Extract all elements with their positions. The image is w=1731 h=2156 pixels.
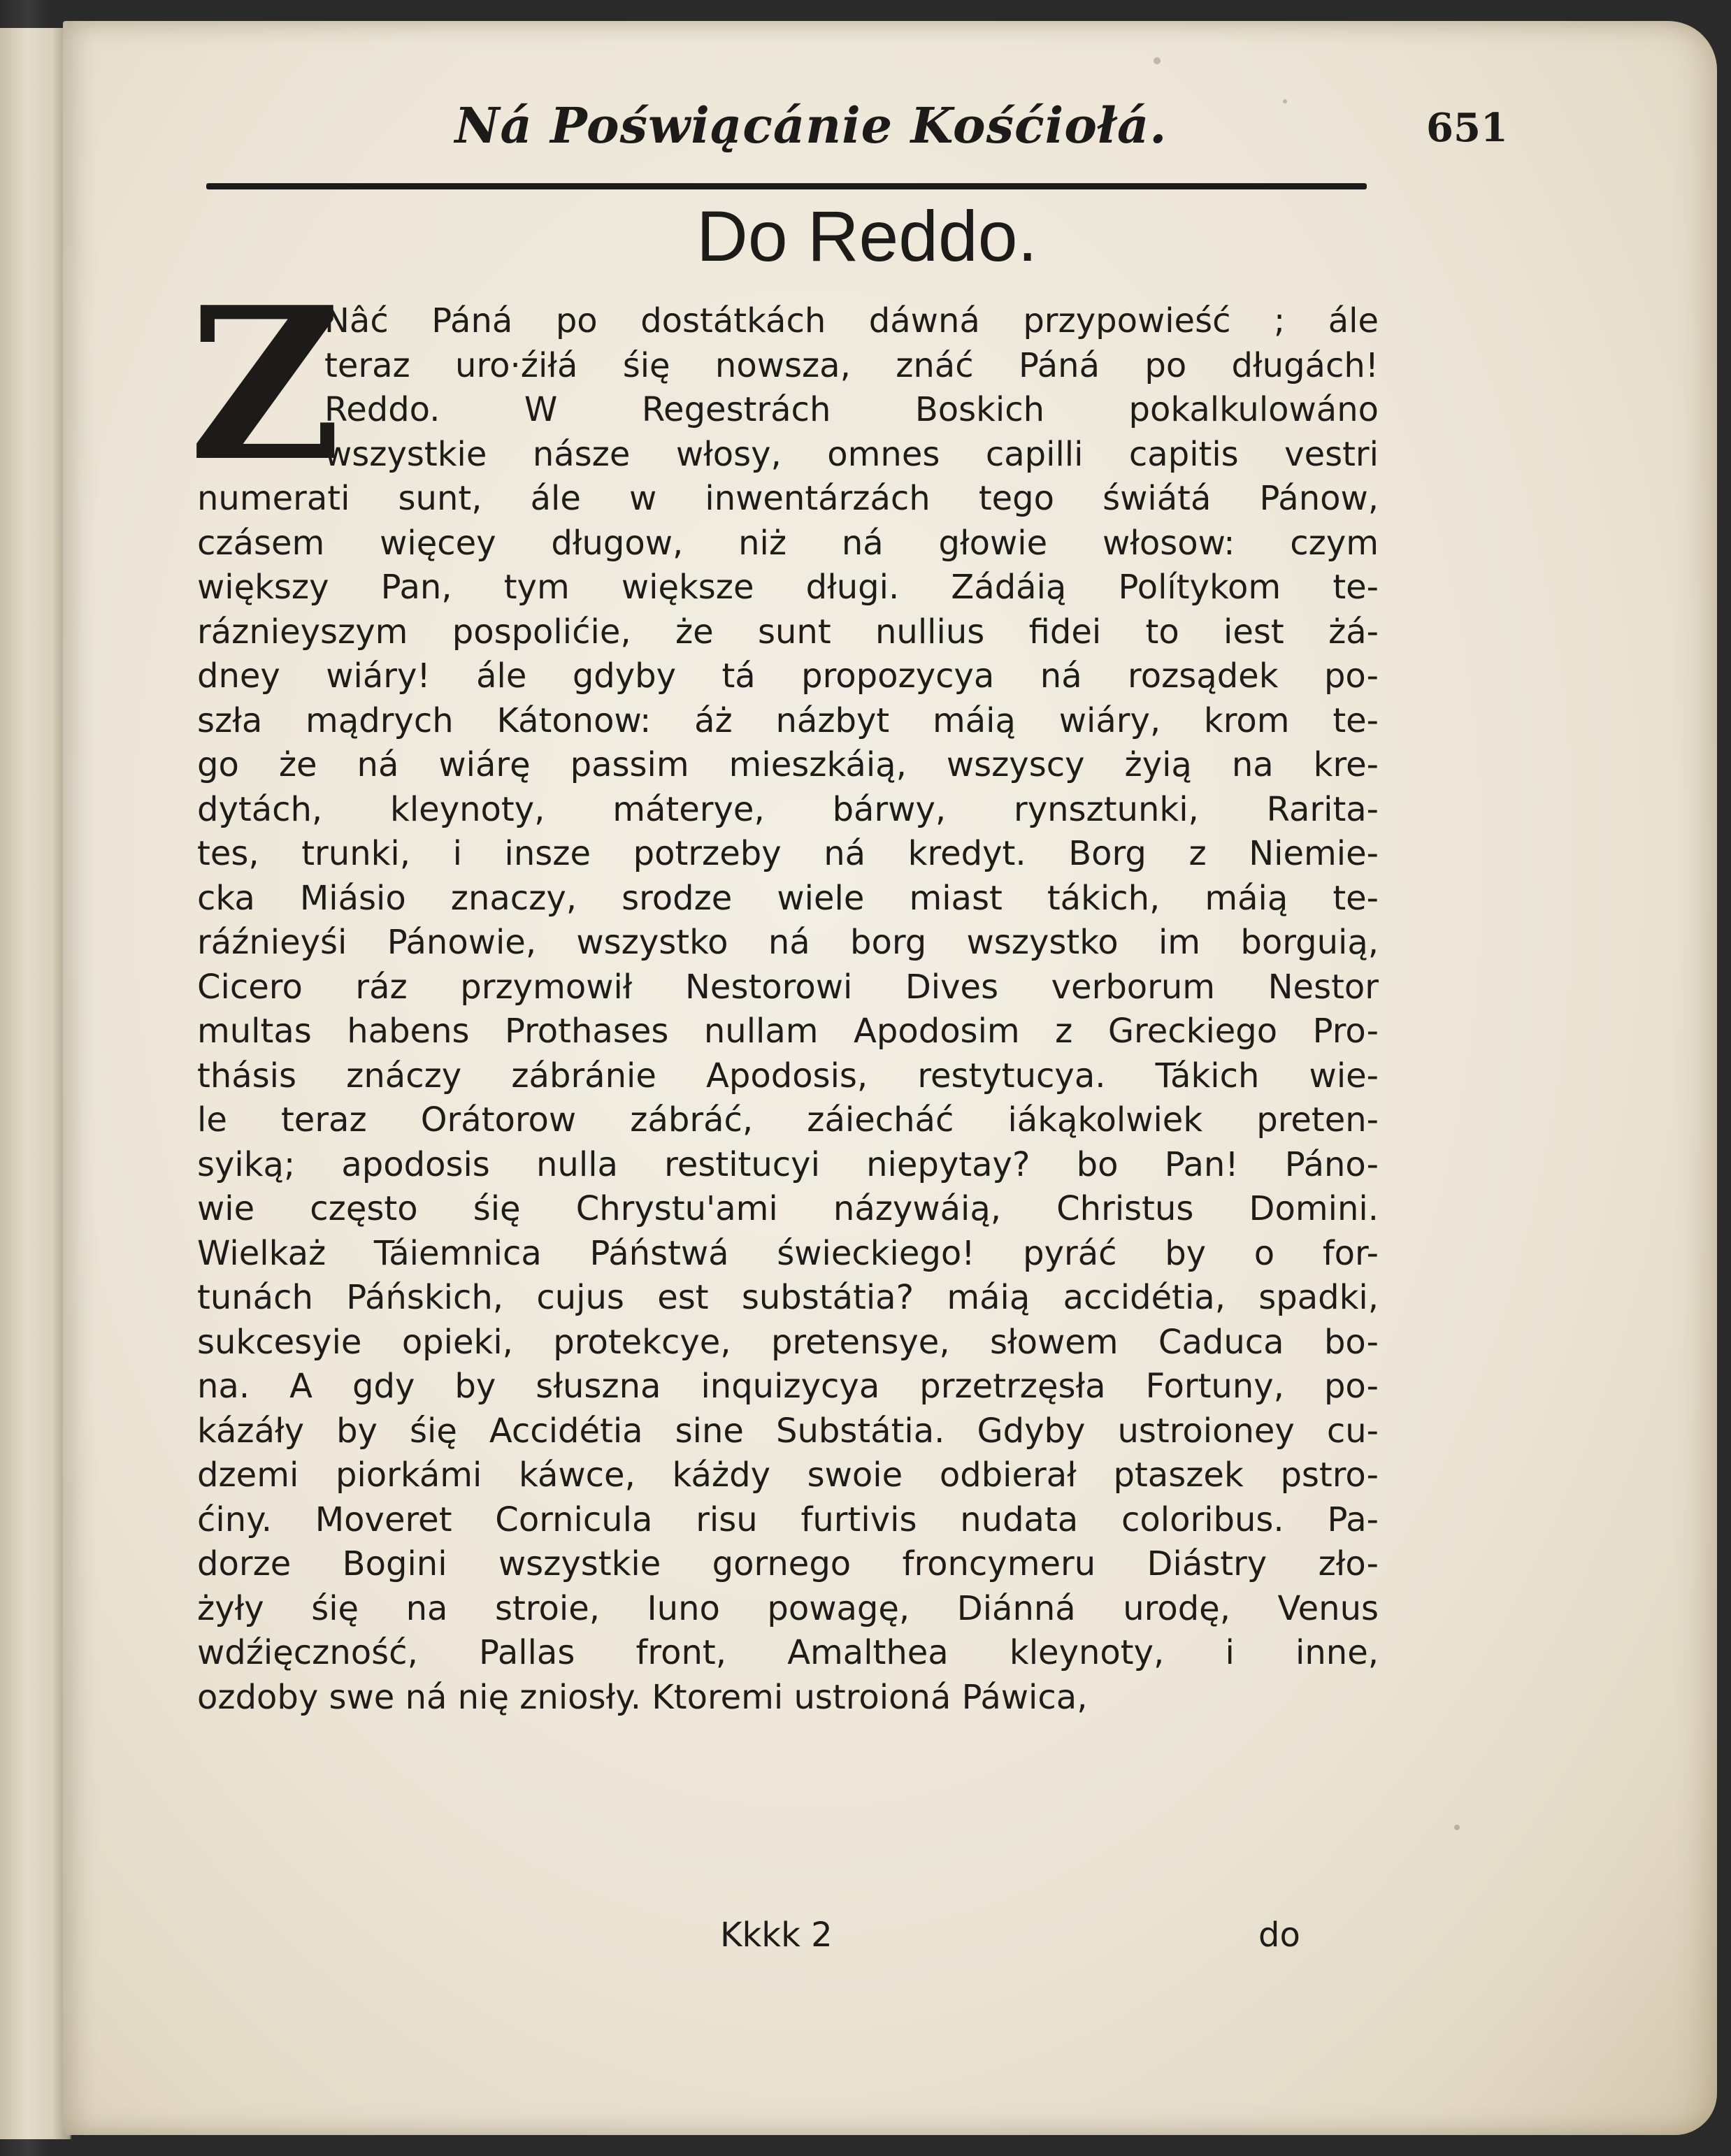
- facing-page-edge: [0, 28, 71, 2139]
- text-line: żyły śię na stroie, Iuno powagę, Diánná urodę, Venus: [197, 1588, 1379, 1628]
- text-line: szła mądrych Kátonow: áż názbyt máią wiáry, krom te-: [197, 700, 1379, 740]
- paper-speck: [1283, 99, 1287, 103]
- text-line: na. A gdy by słuszna inquizycya przetrzęsła Fortuny, po-: [197, 1367, 1379, 1406]
- text-line: ráźnieyśi Pánowie, wszystko ná borg wszystko im borguią,: [197, 923, 1379, 962]
- text-line: Wielkaż Táiemnica Páństwá świeckiego! pyráć by o for-: [197, 1233, 1379, 1273]
- text-line: wdźięczność, Pallas front, Amalthea kleynoty, i inne,: [197, 1633, 1379, 1672]
- text-line: czásem więcey długow, niż ná głowie włosow: czym: [197, 523, 1379, 563]
- text-line: cka Miásio znaczy, srodze wiele miast tákich, máią te-: [197, 878, 1379, 918]
- text-line: dney wiáry! ále gdyby tá propozycya ná rozsądek po-: [197, 656, 1379, 696]
- text-line: multas habens Prothases nullam Apodosim z Greckiego Pro-: [197, 1012, 1379, 1051]
- text-line: ćiny. Moveret Cornicula risu furtivis nudata coloribus. Pa-: [197, 1500, 1379, 1539]
- text-line: ozdoby swe ná nię zniosły. Ktoremi ustroioná Páwica,: [197, 1677, 1088, 1717]
- body-text: [197, 299, 1379, 1720]
- text-line: le teraz Orátorow zábráć, záiecháć iákąkolwiek preten-: [197, 1100, 1379, 1140]
- text-line: syiką; apodosis nulla restitucyi niepytay? bo Pan! Páno-: [197, 1144, 1379, 1184]
- text-line: numerati sunt, ále w inwentárzách tego świátá Pánow,: [197, 479, 1379, 518]
- text-line: dzemi piorkámi káwce, káżdy swoie odbierał ptaszek pstro-: [197, 1456, 1379, 1495]
- text-line: wie często śię Chrystu'ami názywáią, Christus Domini.: [197, 1189, 1379, 1228]
- text-line: Nâć Páná po dostátkách dáwná przypowieść ; ále: [324, 301, 1379, 340]
- paper-speck: [1154, 57, 1161, 64]
- footer-line: [720, 1916, 1349, 1964]
- text-line: teraz uro·źiłá śię nowsza, znáć Páná po długách!: [324, 345, 1379, 385]
- text-line: ráznieyszym pospolićie, że sunt nullius fidei to iest żá-: [197, 612, 1379, 652]
- text-line: thásis znáczy zábránie Apodosis, restytucya. Tákich wie-: [197, 1056, 1379, 1095]
- signature-mark: Kkkk 2: [720, 1916, 833, 1955]
- section-title: Do Reddo.: [696, 196, 1037, 276]
- text-line: Cicero ráz przymowił Nestorowi Dives verborum Nestor: [197, 967, 1379, 1007]
- text-line: sukcesyie opieki, protekcye, pretensye, słowem Caduca bo-: [197, 1322, 1379, 1362]
- text-line: tes, trunki, i insze potrzeby ná kredyt. Borg z Niemie-: [197, 834, 1379, 873]
- text-line: go że ná wiárę passim mieszkáią, wszyscy żyią na kre-: [197, 745, 1379, 784]
- catchword: do: [1258, 1916, 1300, 1955]
- running-head: Ná Poświącánie Kośćiołá.: [454, 96, 1168, 154]
- header-rule: [206, 183, 1367, 189]
- text-line: Reddo. W Regestrách Boskich pokalkulowáno: [324, 390, 1379, 429]
- text-line: wszystkie násze włosy, omnes capilli capitis vestri: [324, 434, 1379, 474]
- text-line: dytách, kleynoty, máterye, bárwy, rynsztunki, Rarita-: [197, 789, 1379, 829]
- text-line: większy Pan, tym większe długi. Zádáią Polítykom te-: [197, 568, 1379, 607]
- text-line: dorze Bogini wszystkie gornego froncymeru Diástry zło-: [197, 1544, 1379, 1583]
- paper-speck: [1454, 1825, 1460, 1830]
- text-line: kázáły by śię Accidétia sine Substátia. Gdyby ustroioney cu-: [197, 1411, 1379, 1451]
- text-line: tunách Páńskich, cujus est substátia? máią accidétia, spadki,: [197, 1278, 1379, 1317]
- drop-cap-initial: Z: [189, 261, 342, 508]
- page-number: 651: [1426, 105, 1508, 151]
